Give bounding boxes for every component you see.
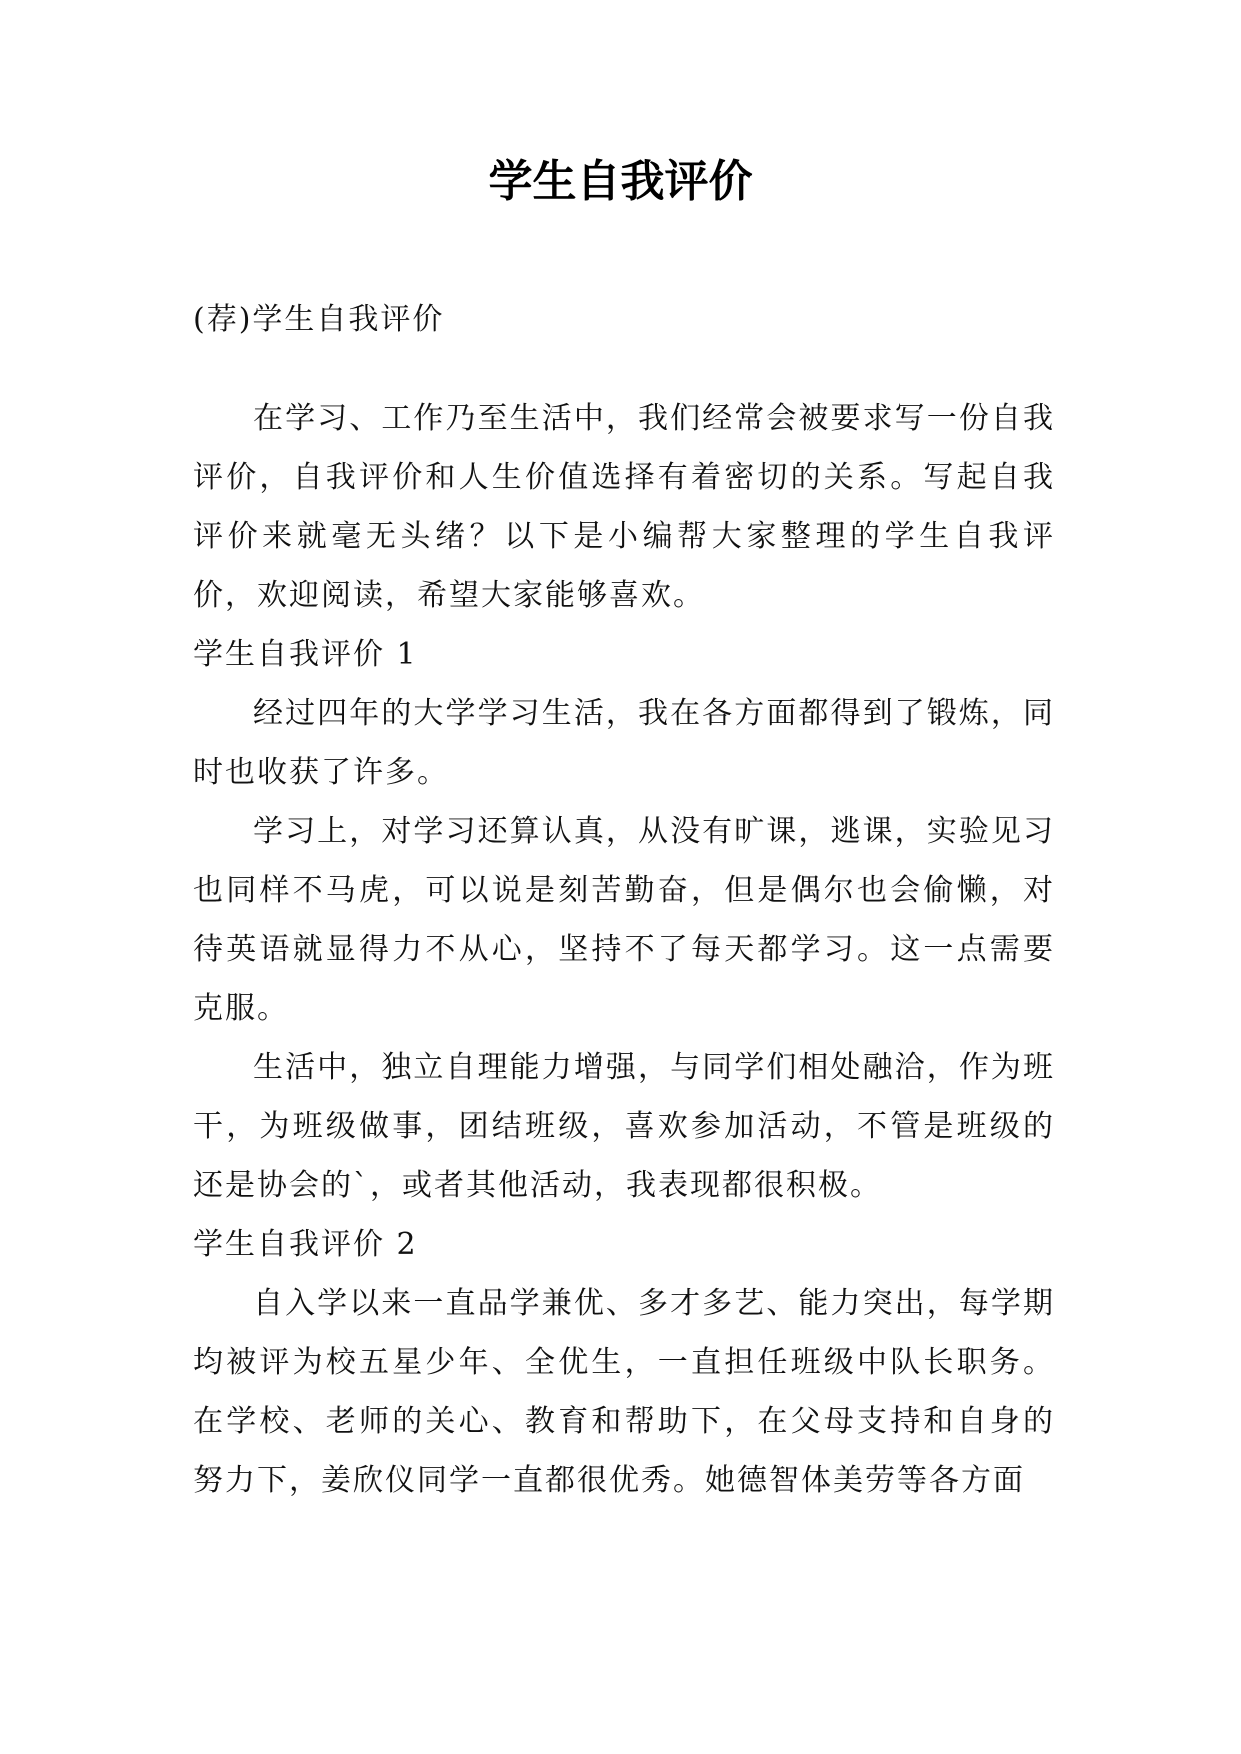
document-body (193, 290, 1055, 1510)
intro-paragraph: 在学习、工作乃至生活中，我们经常会被要求写一份自我评价，自我评价和人生价值选择有着密切的关系。写起自我评价来就毫无头绪？以下是小编帮大家整理的学生自我评价，欢迎阅读，希望大家能够喜欢。 (193, 401, 1055, 613)
section-1-paragraph-2: 学习上，对学习还算认真，从没有旷课，逃课，实验见习也同样不马虎，可以说是刻苦勤奋，但是偶尔也会偷懒，对待英语就显得力不从心，坚持不了每天都学习。这一点需要克服。 (193, 814, 1055, 1026)
document-subtitle: (荐)学生自我评价 (193, 302, 445, 337)
section-2-paragraph-1: 自入学以来一直品学兼优、多才多艺、能力突出，每学期均被评为校五星少年、全优生，一直担任班级中队长职务。在学校、老师的关心、教育和帮助下，在父母支持和自身的努力下，姜欣仪同学一直都很优秀。她德智体美劳等各方面 (193, 1286, 1055, 1498)
section-heading-2: 学生自我评价 2 (193, 1227, 418, 1262)
page-title: 学生自我评价 (488, 156, 753, 207)
section-heading-1: 学生自我评价 1 (193, 637, 418, 672)
section-1-paragraph-1: 经过四年的大学学习生活，我在各方面都得到了锻炼，同时也收获了许多。 (193, 696, 1055, 790)
section-1-paragraph-3: 生活中，独立自理能力增强，与同学们相处融洽，作为班干，为班级做事，团结班级，喜欢参加活动，不管是班级的还是协会的`，或者其他活动，我表现都很积极。 (193, 1050, 1055, 1203)
